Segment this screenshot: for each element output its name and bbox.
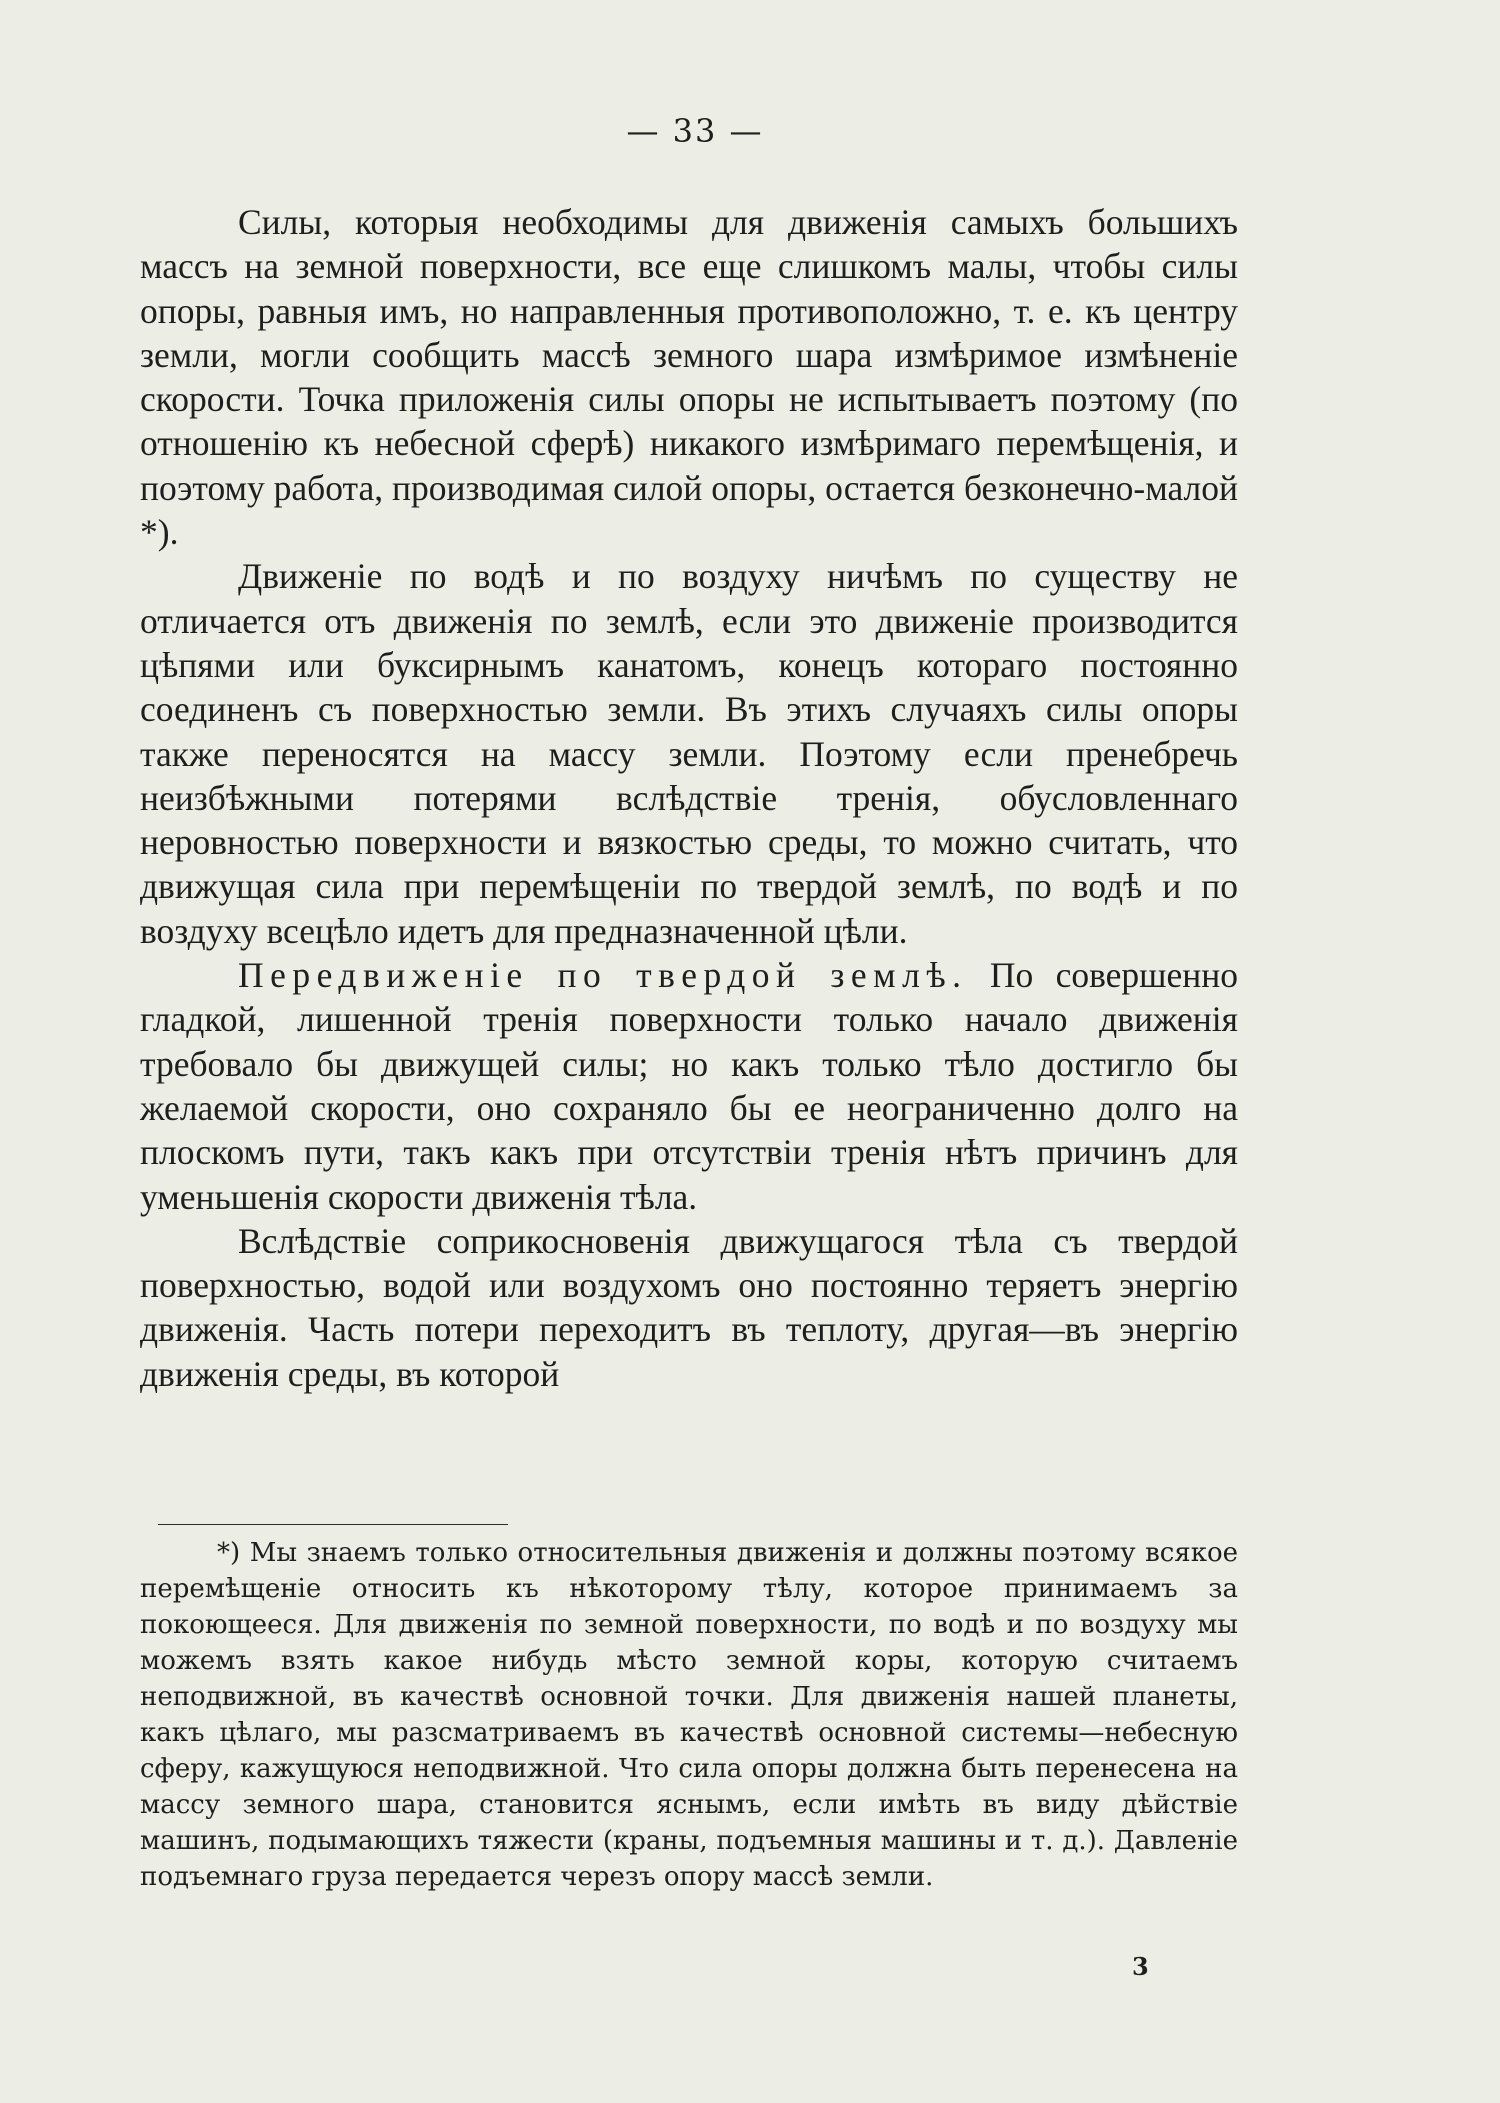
paragraph-3 xyxy=(140,953,1238,1219)
paragraph-2: Движеніе по водѣ и по воздуху ничѣмъ по существу не отличается отъ движенія по землѣ, если это движеніе производится цѣпями или буксирнымъ канатомъ, конецъ котораго постоянно соединенъ съ поверхностью земли. Въ этихъ случаяхъ силы опоры также переносятся на массу земли. Поэтому если пренебречь неизбѣжными потерями вслѣдствіе тренія, обусловленнаго неровностью поверхности и вязкостью среды, то можно считать, что движущая сила при перемѣщеніи по твердой землѣ, по водѣ и по воздуху всецѣло идетъ для предназначенной цѣли. xyxy=(140,556,1238,951)
paragraph-4: Вслѣдствіе соприкосновенія движущагося тѣла съ твердой поверхностью, водой или воздухомъ оно постоянно теряетъ энергію движенія. Часть потери переходитъ въ теплоту, другая—въ энергію движенія среды, въ которой xyxy=(140,1220,1238,1394)
footnote xyxy=(140,1535,1238,1895)
section-heading: Передвиженіе по твердой землѣ. xyxy=(238,955,968,996)
signature-mark: 3 xyxy=(1132,1952,1149,1981)
footnote-text: *) Мы знаемъ только относительныя движенія и должны поэтому всякое перемѣщеніе относить къ нѣкоторому тѣлу, которое принимаемъ за покоющееся. Для движенія по земной поверхности, по водѣ и по воздуху мы можемъ взять какое нибудь мѣсто земной коры, которую считаемъ неподвижной, въ качествѣ основной точки. Для движенія нашей планеты, какъ цѣлаго, мы разсматриваемъ въ качествѣ основной системы—небесную сферу, кажущуюся неподвижной. Что сила опоры должна быть перенесена на массу земного шара, становится яснымъ, если имѣть въ виду дѣйствіе машинъ, подымающихъ тяжести (краны, подъемныя машины и т. д.). Давленіе подъемнаго груза передается черезъ опору массѣ земли. xyxy=(140,1538,1238,1892)
page-number-header: — 33 — xyxy=(626,112,764,150)
paragraph-3-text: По совершенно гладкой, лишенной тренія поверхности только начало движенія требовало бы движущей силы; но какъ только тѣло достигло бы желаемой скорости, оно сохраняло бы ее неограниченно долго на плоскомъ пути, такъ какъ при отсутствіи тренія нѣтъ причинъ для уменьшенія скорости движенія тѣла. xyxy=(140,955,1239,1217)
main-text xyxy=(140,200,1238,1396)
paragraph-1: Силы, которыя необходимы для движенія самыхъ большихъ массъ на земной поверхности, все еще слишкомъ малы, чтобы силы опоры, равныя имъ, но направленныя противоположно, т. е. къ центру земли, могли сообщить массѣ земного шара измѣримое измѣненіе скорости. Точка приложенія силы опоры не испытываетъ поэтому (по отношенію къ небесной сферѣ) никакого измѣримаго перемѣщенія, и поэтому работа, производимая силой опоры, остается безконечно-малой *). xyxy=(140,202,1238,553)
footnote-divider xyxy=(158,1524,508,1525)
